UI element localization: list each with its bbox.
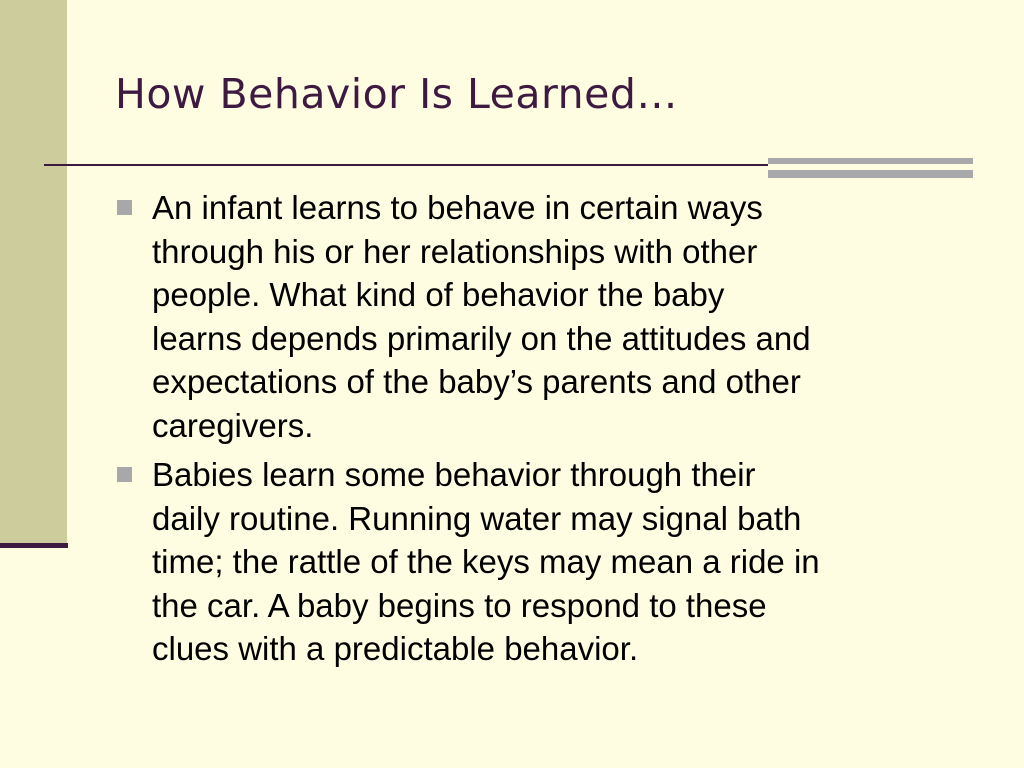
- bullet-text: Babies learn some behavior through their daily routine. Running water may signal bath time; the rattle of the keys may mean a ride in the car. A baby begins to respond to these clues with a predictable behavior.: [152, 456, 820, 667]
- bullet-list: [116, 186, 976, 677]
- accent-bar-bottom: [768, 170, 973, 178]
- bullet-text: An infant learns to behave in certain ways through his or her relationships with other people. What kind of behavior the baby learns depends primarily on the attitudes and expectations of the baby’s parents and other caregivers.: [152, 189, 811, 444]
- bullet-item: [116, 186, 976, 447]
- accent-bar-top: [768, 158, 973, 164]
- bullet-item: [116, 453, 976, 671]
- left-decorative-band: [0, 0, 67, 545]
- title-divider: [44, 164, 768, 166]
- square-bullet-icon: [117, 200, 132, 215]
- left-band-rule: [0, 543, 68, 548]
- square-bullet-icon: [117, 467, 132, 482]
- slide-title: How Behavior Is Learned…: [115, 70, 678, 118]
